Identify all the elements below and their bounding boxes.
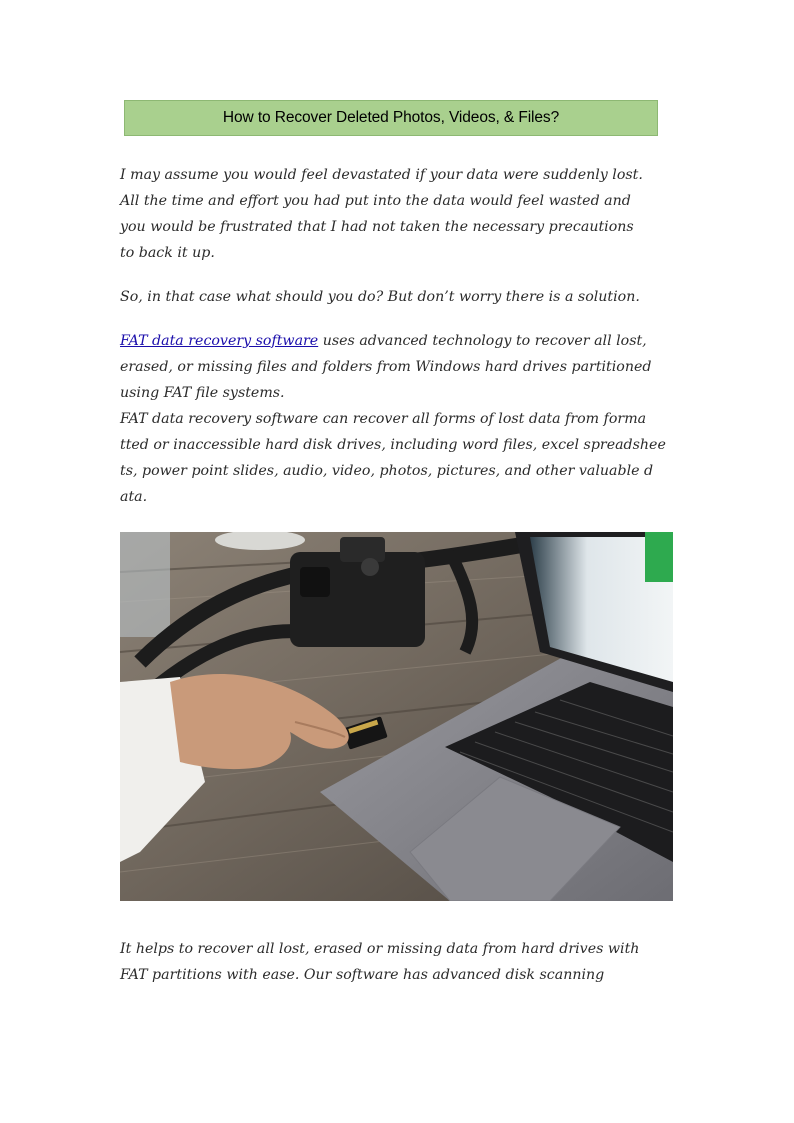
solution-line-1: So, in that case what should you do? But don’t worry there is a solution. bbox=[120, 289, 640, 305]
software-line-4: FAT data recovery software can recover all forms of lost data from forma bbox=[120, 411, 647, 427]
closing-paragraph bbox=[120, 936, 680, 988]
software-line-1-rest: uses advanced technology to recover all lost, bbox=[318, 333, 647, 349]
closing-line-2: FAT partitions with ease. Our software has advanced disk scanning bbox=[120, 967, 605, 983]
photo-illustration bbox=[120, 532, 673, 901]
software-paragraph bbox=[120, 328, 680, 510]
closing-line-1: It helps to recover all lost, erased or missing data from hard drives with bbox=[120, 941, 640, 957]
solution-paragraph bbox=[120, 284, 680, 310]
software-line-6: ts, power point slides, audio, video, photos, pictures, and other valuable d bbox=[120, 463, 654, 479]
laptop-sd-card-photo bbox=[120, 532, 673, 901]
fat-recovery-link[interactable]: FAT data recovery software bbox=[120, 333, 319, 349]
intro-line-4: to back it up. bbox=[120, 245, 215, 261]
title-banner bbox=[124, 100, 658, 136]
software-line-3: using FAT file systems. bbox=[120, 385, 285, 401]
software-line-1 bbox=[120, 328, 680, 354]
intro-paragraph bbox=[120, 162, 680, 266]
software-line-5: tted or inaccessible hard disk drives, including word files, excel spreadshee bbox=[120, 437, 666, 453]
page-title: How to Recover Deleted Photos, Videos, & Files? bbox=[222, 109, 560, 126]
software-line-2: erased, or missing files and folders from Windows hard drives partitioned bbox=[120, 359, 652, 375]
intro-line-3: you would be frustrated that I had not taken the necessary precautions bbox=[120, 219, 634, 235]
software-line-7: ata. bbox=[120, 489, 148, 505]
intro-line-1: I may assume you would feel devastated if your data were suddenly lost. bbox=[120, 167, 643, 183]
intro-line-2: All the time and effort you had put into the data would feel wasted and bbox=[120, 193, 631, 209]
